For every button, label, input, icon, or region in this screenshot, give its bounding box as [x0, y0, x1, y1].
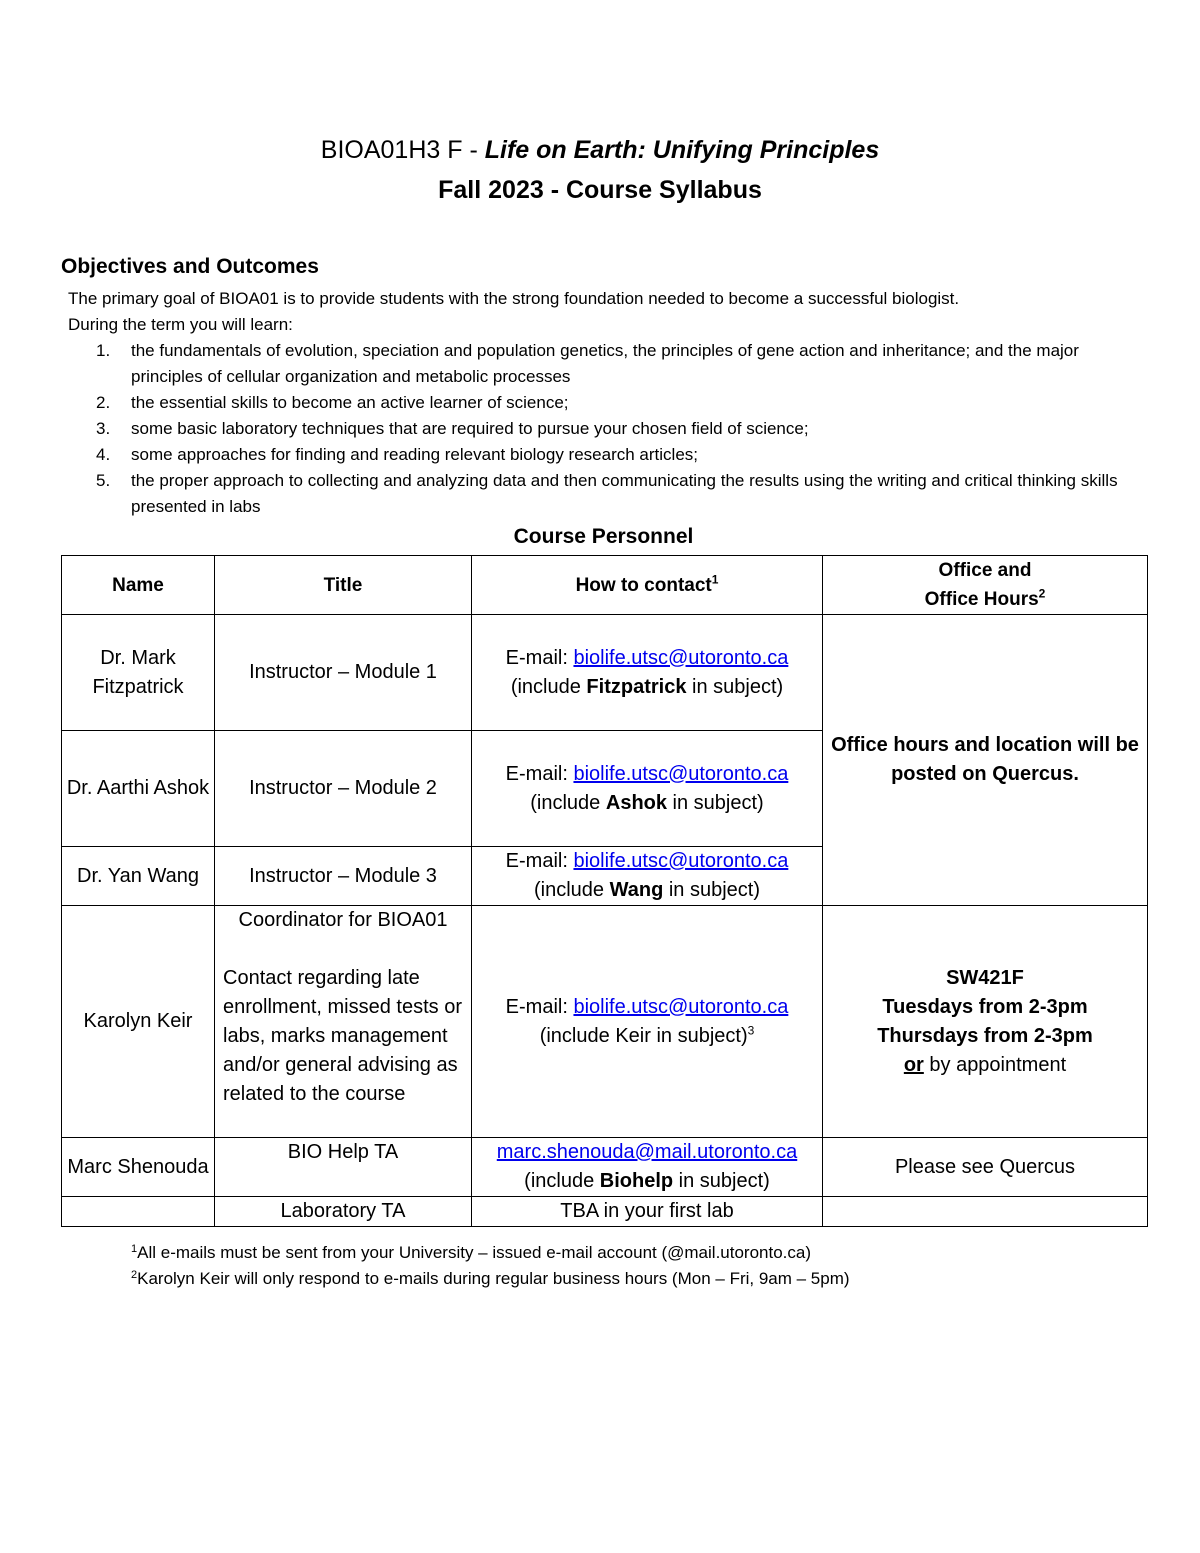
table-row	[62, 1197, 1148, 1227]
cell-office-instructors: Office hours and location will be posted on Quercus.	[823, 615, 1148, 906]
table-row	[62, 906, 1148, 1138]
cell-name: Dr. Yan Wang	[62, 847, 215, 906]
email-link[interactable]: biolife.utsc@utoronto.ca	[573, 762, 789, 785]
list-text: some basic laboratory techniques that are required to pursue your chosen field of science;	[131, 419, 809, 438]
footnote-1: $^1$All e-mails must be sent from your University – issued e-mail account (@mail.utoronto.ca)	[131, 1243, 812, 1262]
col-header-office: Office and Office Hours$^2$	[823, 556, 1148, 615]
col-header-name: Name	[62, 556, 215, 615]
objectives-intro-2: During the term you will learn:	[68, 315, 293, 334]
cell-title: Coordinator for BIOA01 Contact regarding late enrollment, missed tests or labs, marks management and/or general advising as related to the course	[215, 906, 472, 1138]
objectives-heading: Objectives and Outcomes	[61, 255, 319, 278]
email-link[interactable]: biolife.utsc@utoronto.ca	[573, 646, 789, 669]
table-header-row	[62, 556, 1148, 615]
list-item	[90, 468, 1150, 520]
list-number: 2.	[96, 393, 111, 412]
list-item	[90, 390, 1150, 416]
list-text: some approaches for finding and reading relevant biology research articles;	[131, 445, 698, 464]
email-link[interactable]: biolife.utsc@utoronto.ca	[573, 995, 789, 1018]
email-link[interactable]: biolife.utsc@utoronto.ca	[573, 850, 789, 872]
cell-name: Dr. Mark Fitzpatrick	[62, 615, 215, 731]
list-text: the fundamentals of evolution, speciation and population genetics, the principles of gene action and inheritance; and the major principles of cellular organization and metabolic processes	[131, 341, 1079, 386]
cell-office: SW421F Tuesdays from 2-3pm Thursdays from 2-3pm or by appointment	[823, 906, 1148, 1138]
list-item	[90, 338, 1150, 390]
list-item	[90, 442, 1150, 468]
list-number: 4.	[96, 445, 111, 464]
course-code: BIOA01H3 F -	[320, 136, 485, 164]
objectives-intro: The primary goal of BIOA01 is to provide students with the strong foundation needed to become a successful biologist.	[68, 289, 960, 308]
cell-contact: TBA in your first lab	[472, 1197, 823, 1227]
objectives-list	[90, 338, 1150, 520]
cell-name: Dr. Aarthi Ashok	[62, 731, 215, 847]
table-row	[62, 1138, 1148, 1197]
cell-title: Instructor – Module 3	[215, 847, 472, 906]
course-title	[0, 134, 1200, 166]
list-number: 1.	[96, 341, 111, 360]
cell-title: Instructor – Module 2	[215, 731, 472, 847]
cell-contact: E-mail: biolife.utsc@utoronto.ca (include Ashok in subject)	[472, 731, 823, 847]
cell-office: Please see Quercus	[823, 1138, 1148, 1197]
col-header-title: Title	[215, 556, 472, 615]
list-text: the proper approach to collecting and analyzing data and then communicating the results using the writing and critical thinking skills presented in labs	[131, 471, 1118, 516]
cell-contact: E-mail: biolife.utsc@utoronto.ca (include Keir in subject)$^3$	[472, 906, 823, 1138]
cell-title: BIO Help TA	[215, 1138, 472, 1197]
course-subtitle: Fall 2023 - Course Syllabus	[438, 176, 762, 204]
list-number: 3.	[96, 419, 111, 438]
cell-contact: E-mail: biolife.utsc@utoronto.ca (include Wang in subject)	[472, 847, 823, 906]
footnote-2: $^2$Karolyn Keir will only respond to e-mails during regular business hours (Mon – Fri, 9am – 5pm)	[131, 1269, 850, 1288]
cell-name: Karolyn Keir	[62, 906, 215, 1138]
course-name: Life on Earth: Unifying Principles	[484, 136, 880, 164]
cell-contact: E-mail: biolife.utsc@utoronto.ca (include Fitzpatrick in subject)	[472, 615, 823, 731]
personnel-table	[61, 555, 1148, 1227]
list-text: the essential skills to become an active learner of science;	[131, 393, 569, 412]
cell-name: Marc Shenouda	[62, 1138, 215, 1197]
email-link[interactable]: marc.shenouda@mail.utoronto.ca	[496, 1141, 798, 1163]
personnel-heading: Course Personnel	[513, 525, 694, 548]
cell-name	[62, 1197, 215, 1227]
cell-office	[823, 1197, 1148, 1227]
cell-title: Laboratory TA	[215, 1197, 472, 1227]
cell-contact: marc.shenouda@mail.utoronto.ca (include Biohelp in subject)	[472, 1138, 823, 1197]
list-item	[90, 416, 1150, 442]
list-number: 5.	[96, 471, 111, 490]
col-header-contact: How to contact$^1$	[472, 556, 823, 615]
table-row	[62, 615, 1148, 731]
cell-title: Instructor – Module 1	[215, 615, 472, 731]
